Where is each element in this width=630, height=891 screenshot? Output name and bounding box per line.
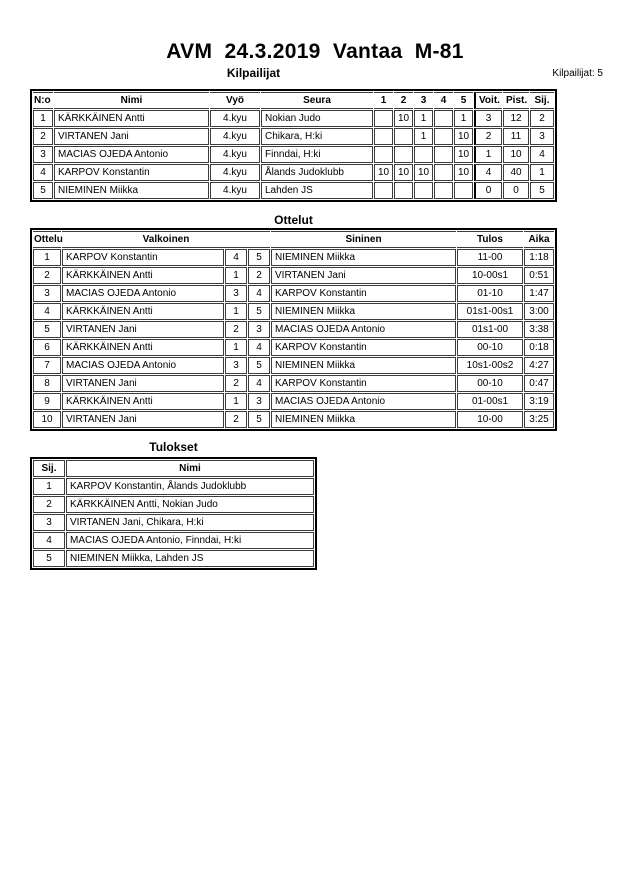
cell-match-no: 8 [33,375,61,392]
cell-no: 1 [33,110,53,127]
header-round-3: 3 [414,92,433,109]
cell-name: KARPOV Konstantin, Ålands Judoklubb [66,478,314,495]
cell-belt: 4.kyu [210,146,260,163]
cell-score-4 [434,146,453,163]
cell-white-name: VIRTANEN Jani [62,321,224,338]
cell-white-name: KARPOV Konstantin [62,249,224,266]
cell-white-no: 1 [225,339,247,356]
cell-score-5: 10 [454,164,473,181]
cell-white-no: 3 [225,285,247,302]
header-belt: Vyö [210,92,260,109]
header-result: Tulos [457,231,523,248]
cell-points: 10 [503,146,529,163]
match-row [33,303,554,320]
cell-wins: 2 [474,128,502,145]
cell-points: 11 [503,128,529,145]
cell-blue-no: 4 [248,339,270,356]
cell-result: 11-00 [457,249,523,266]
cell-time: 0:18 [524,339,554,356]
competitors-count-label: Kilpailijat: 5 [552,68,603,79]
competitor-row [33,146,554,163]
matches-header-row [33,231,554,248]
cell-club: Ålands Judoklubb [261,164,373,181]
cell-points: 0 [503,182,529,199]
cell-result: 10-00s1 [457,267,523,284]
header-place: Sij. [530,92,554,109]
cell-name: MACIAS OJEDA Antonio, Finndai, H:ki [66,532,314,549]
cell-score-2: 10 [394,110,413,127]
cell-score-3: 10 [414,164,433,181]
cell-club: Chikara, H:ki [261,128,373,145]
cell-score-5: 10 [454,128,473,145]
cell-no: 2 [33,128,53,145]
cell-blue-name: KARPOV Konstantin [271,375,456,392]
cell-result: 01s1-00 [457,321,523,338]
matches-section-title: Ottelut [274,213,313,227]
cell-name: KÄRKKÄINEN Antti [54,110,209,127]
matches-table [30,228,557,431]
match-row [33,339,554,356]
cell-score-3: 1 [414,128,433,145]
page-title: AVM 24.3.2019 Vantaa M-81 [166,40,464,63]
competitor-row [33,128,554,145]
cell-time: 3:00 [524,303,554,320]
cell-score-4 [434,164,453,181]
cell-score-2 [394,128,413,145]
cell-result: 00-10 [457,339,523,356]
competitor-row [33,182,554,199]
cell-blue-no: 4 [248,375,270,392]
cell-result: 10-00 [457,411,523,428]
cell-score-5: 10 [454,146,473,163]
cell-score-2: 10 [394,164,413,181]
cell-belt: 4.kyu [210,182,260,199]
cell-name: KARPOV Konstantin [54,164,209,181]
cell-white-no: 3 [225,357,247,374]
cell-blue-name: VIRTANEN Jani [271,267,456,284]
results-section-title: Tulokset [149,440,198,454]
cell-match-no: 7 [33,357,61,374]
cell-score-3: 1 [414,110,433,127]
cell-name: VIRTANEN Jani, Chikara, H:ki [66,514,314,531]
cell-blue-name: NIEMINEN Miikka [271,357,456,374]
cell-match-no: 4 [33,303,61,320]
cell-club: Nokian Judo [261,110,373,127]
match-row [33,321,554,338]
cell-score-3 [414,146,433,163]
results-header-row [33,460,314,477]
match-row [33,267,554,284]
cell-blue-name: NIEMINEN Miikka [271,303,456,320]
cell-match-no: 2 [33,267,61,284]
cell-match-no: 5 [33,321,61,338]
cell-white-no: 1 [225,267,247,284]
cell-blue-name: MACIAS OJEDA Antonio [271,393,456,410]
cell-blue-name: NIEMINEN Miikka [271,249,456,266]
result-row [33,478,314,495]
cell-no: 4 [33,164,53,181]
results-table [30,457,317,570]
cell-score-5 [454,182,473,199]
cell-belt: 4.kyu [210,164,260,181]
cell-result: 10s1-00s2 [457,357,523,374]
cell-result: 00-10 [457,375,523,392]
cell-blue-no: 5 [248,249,270,266]
cell-points: 12 [503,110,529,127]
cell-white-name: KÄRKKÄINEN Antti [62,303,224,320]
header-round-5: 5 [454,92,473,109]
cell-time: 0:47 [524,375,554,392]
cell-belt: 4.kyu [210,128,260,145]
cell-white-name: MACIAS OJEDA Antonio [62,357,224,374]
header-wins: Voit. [474,92,502,109]
cell-blue-no: 3 [248,321,270,338]
competitors-section-title: Kilpailijat [226,66,281,80]
cell-wins: 4 [474,164,502,181]
cell-time: 0:51 [524,267,554,284]
cell-name: KÄRKKÄINEN Antti, Nokian Judo [66,496,314,513]
cell-blue-no: 5 [248,411,270,428]
cell-score-1 [374,146,393,163]
cell-white-name: KÄRKKÄINEN Antti [62,393,224,410]
cell-no: 3 [33,146,53,163]
cell-place: 5 [530,182,554,199]
cell-place: 1 [33,478,65,495]
cell-name: VIRTANEN Jani [54,128,209,145]
cell-time: 3:38 [524,321,554,338]
cell-result: 01-00s1 [457,393,523,410]
header-no: N:o [33,92,53,109]
cell-club: Lahden JS [261,182,373,199]
cell-place: 2 [530,110,554,127]
cell-score-4 [434,128,453,145]
cell-blue-no: 5 [248,357,270,374]
cell-place: 1 [530,164,554,181]
cell-place: 3 [530,128,554,145]
competitors-table [30,89,557,202]
cell-name: NIEMINEN Miikka, Lahden JS [66,550,314,567]
cell-place: 4 [530,146,554,163]
cell-white-name: KÄRKKÄINEN Antti [62,339,224,356]
cell-white-name: KÄRKKÄINEN Antti [62,267,224,284]
cell-white-name: VIRTANEN Jani [62,411,224,428]
cell-score-1 [374,128,393,145]
cell-name: NIEMINEN Miikka [54,182,209,199]
cell-result: 01-10 [457,285,523,302]
competitor-row [33,110,554,127]
cell-place: 2 [33,496,65,513]
header-club: Seura [261,92,373,109]
header-white: Valkoinen [62,231,270,248]
cell-score-4 [434,182,453,199]
cell-blue-name: KARPOV Konstantin [271,339,456,356]
header-round-1: 1 [374,92,393,109]
match-row [33,357,554,374]
cell-white-no: 2 [225,411,247,428]
header-place: Sij. [33,460,65,477]
match-row [33,285,554,302]
cell-time: 1:47 [524,285,554,302]
competitor-row [33,164,554,181]
cell-match-no: 1 [33,249,61,266]
cell-no: 5 [33,182,53,199]
header-round-2: 2 [394,92,413,109]
result-row [33,550,314,567]
cell-score-5: 1 [454,110,473,127]
result-row [33,532,314,549]
header-match: Ottelu [33,231,61,248]
cell-blue-name: KARPOV Konstantin [271,285,456,302]
header-points: Pist. [503,92,529,109]
match-row [33,411,554,428]
cell-place: 4 [33,532,65,549]
cell-belt: 4.kyu [210,110,260,127]
cell-blue-no: 3 [248,393,270,410]
cell-blue-no: 4 [248,285,270,302]
cell-blue-no: 5 [248,303,270,320]
cell-score-2 [394,146,413,163]
cell-white-no: 1 [225,303,247,320]
cell-white-no: 4 [225,249,247,266]
cell-time: 3:25 [524,411,554,428]
cell-name: MACIAS OJEDA Antonio [54,146,209,163]
cell-score-1 [374,182,393,199]
cell-time: 3:19 [524,393,554,410]
result-row [33,514,314,531]
header-name: Nimi [54,92,209,109]
cell-club: Finndai, H:ki [261,146,373,163]
cell-wins: 0 [474,182,502,199]
header-name: Nimi [66,460,314,477]
cell-white-name: VIRTANEN Jani [62,375,224,392]
cell-white-name: MACIAS OJEDA Antonio [62,285,224,302]
cell-place: 5 [33,550,65,567]
cell-wins: 3 [474,110,502,127]
cell-score-4 [434,110,453,127]
cell-white-no: 2 [225,321,247,338]
match-row [33,375,554,392]
cell-blue-name: NIEMINEN Miikka [271,411,456,428]
match-row [33,393,554,410]
cell-match-no: 6 [33,339,61,356]
cell-time: 4:27 [524,357,554,374]
cell-blue-no: 2 [248,267,270,284]
cell-time: 1:18 [524,249,554,266]
cell-points: 40 [503,164,529,181]
cell-white-no: 1 [225,393,247,410]
cell-score-3 [414,182,433,199]
cell-score-1: 10 [374,164,393,181]
cell-blue-name: MACIAS OJEDA Antonio [271,321,456,338]
header-time: Aika [524,231,554,248]
header-blue: Sininen [271,231,456,248]
header-round-4: 4 [434,92,453,109]
result-row [33,496,314,513]
cell-score-2 [394,182,413,199]
cell-match-no: 10 [33,411,61,428]
cell-wins: 1 [474,146,502,163]
cell-result: 01s1-00s1 [457,303,523,320]
cell-white-no: 2 [225,375,247,392]
competitors-header-row [33,92,554,109]
cell-match-no: 9 [33,393,61,410]
cell-score-1 [374,110,393,127]
match-row [33,249,554,266]
cell-match-no: 3 [33,285,61,302]
cell-place: 3 [33,514,65,531]
